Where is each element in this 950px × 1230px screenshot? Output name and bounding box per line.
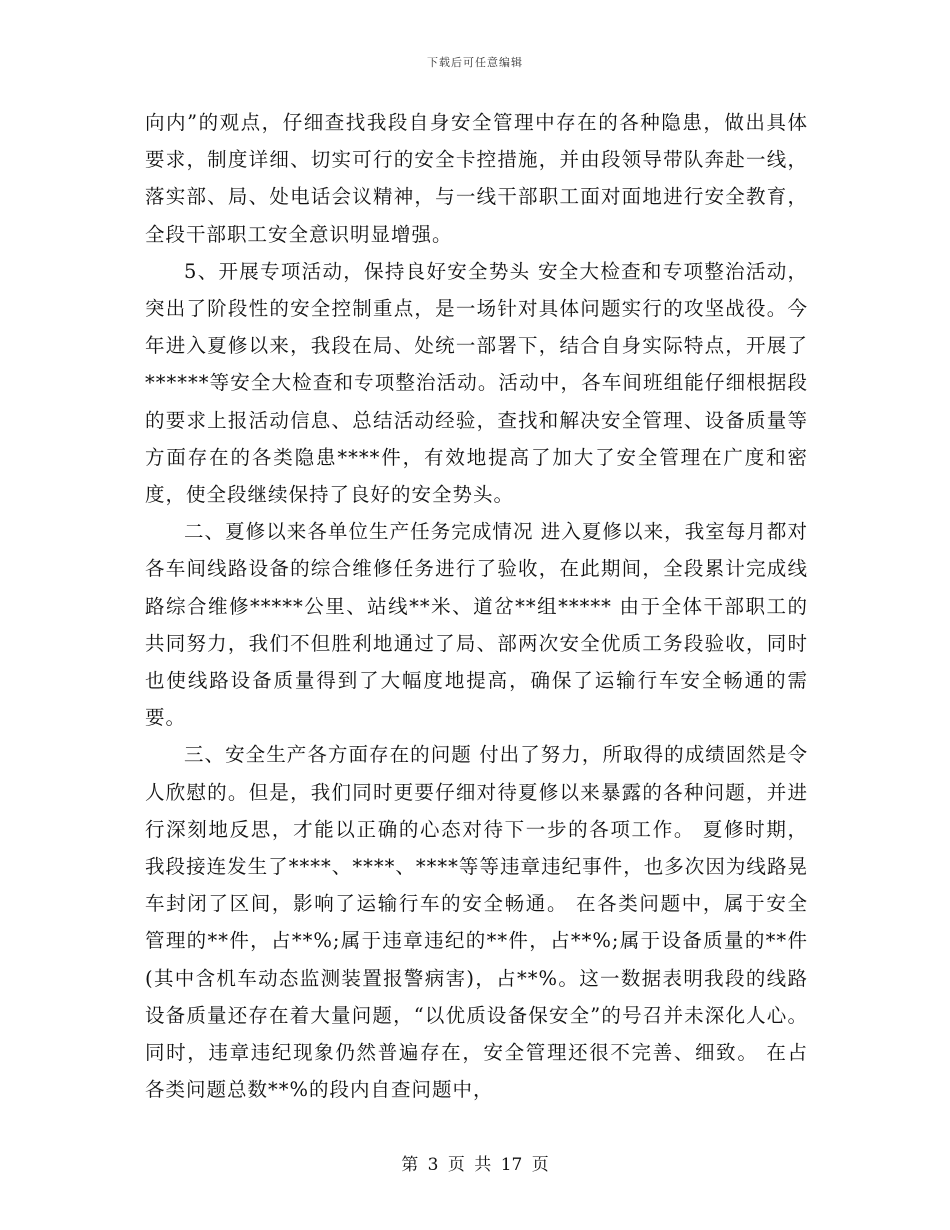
header-note: 下载后可任意编辑 (427, 56, 523, 69)
paragraph-1: 向内”的观点，仔细查找我段自身安全管理中存在的各种隐患，做出具体要求，制度详细、切实可行的安全卡控措施，并由段领导带队奔赴一线，落实部、局、处电话会议精神，与一线干部职工面对面地进行安全教育，全段干部职工安全意识明显增强。 (145, 111, 808, 246)
page-footer: 第 3 页 共 17 页 (401, 1155, 549, 1175)
paragraph-2: 5、开展专项活动，保持良好安全势头 安全大检查和专项整治活动，突出了阶段性的安全控制重点，是一场针对具体问题实行的攻坚战役。今年进入夏修以来，我段在局、处统一部署下，结合自身实际特点，开展了******等安全大检查和专项整治活动。活动中，各车间班组能仔细根据段的要求上报活动信息、总结活动经验，查找和解决安全管理、设备质量等方面存在的各类隐患****件，有效地提高了加大了安全管理在广度和密度，使全段继续保持了良好的安全势头。 (145, 259, 808, 507)
document-body (145, 104, 808, 1108)
paragraph-3: 二、夏修以来各单位生产任务完成情况 进入夏修以来，我室每月都对各车间线路设备的综合维修任务进行了验收，在此期间，全段累计完成线路综合维修*****公里、站线**米、道岔**组***** 由于全体干部职工的共同努力，我们不但胜利地通过了局、部两次安全优质工务段验收，同时也使线路设备质量得到了大幅度地提高，确保了运输行车安全畅通的需要。 (145, 520, 808, 730)
paragraph-4: 三、安全生产各方面存在的问题 付出了努力，所取得的成绩固然是令人欣慰的。但是，我们同时更要仔细对待夏修以来暴露的各种问题，并进行深刻地反思，才能以正确的心态对待下一步的各项工作。 夏修时期，我段接连发生了****、****、****等等违章违纪事件，也多次因为线路晃车封闭了区间，影响了运输行车的安全畅通。 在各类问题中，属于安全管理的**件，占**%;属于违章违纪的**件，占**%;属于设备质量的**件(其中含机车动态监测装置报警病害)，占**%。这一数据表明我段的线路设备质量还存在着大量问题，“以优质设备保安全”的号召并未深化人心。同时，违章违纪现象仍然普遍存在，安全管理还很不完善、细致。 在占各类问题总数**%的段内自查问题中， (145, 743, 808, 1102)
